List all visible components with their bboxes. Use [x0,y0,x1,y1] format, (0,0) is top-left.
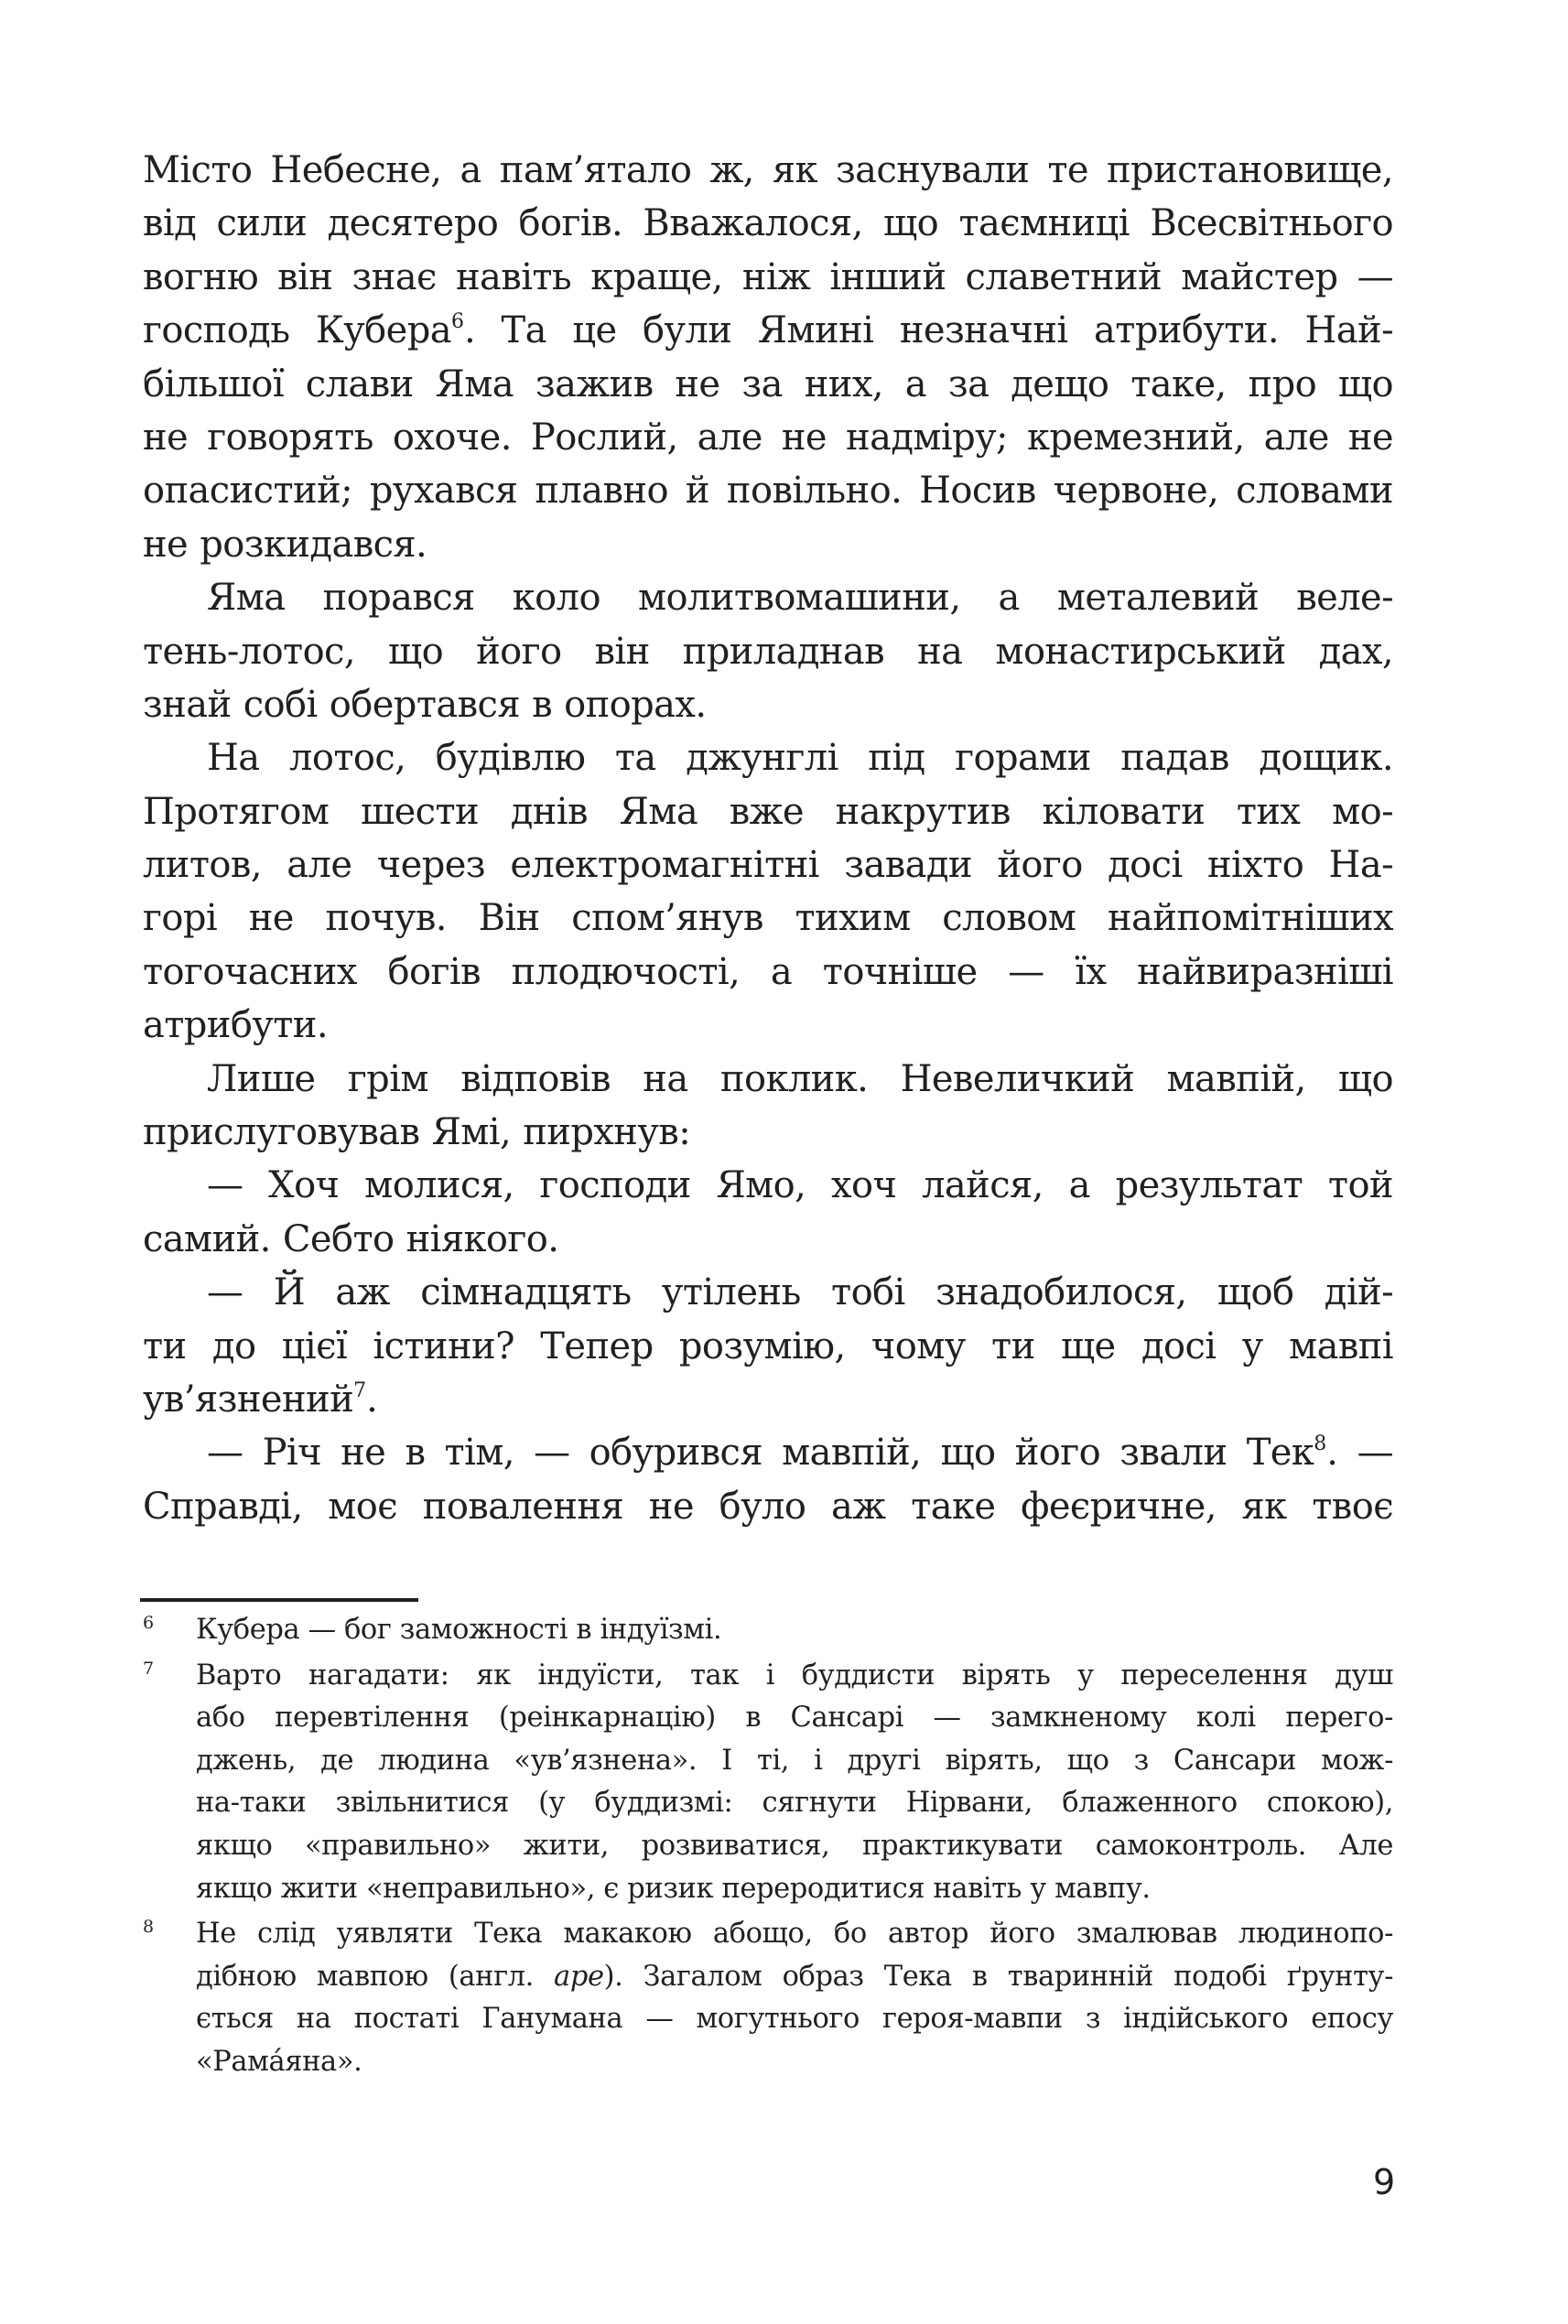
text-line [143,1373,1393,1426]
footnote-line: Варто нагадати: як індуїсти, так і буддисти вірять у переселення душ [196,1659,1393,1692]
dialogue-line: — Й аж сімнадцять утілень тобі знадобилося, щоб дій- [207,1271,1393,1314]
footnote-line: джень, де людина «ув’язнена». І ті, і другі вірять, що з Сансари мож- [196,1744,1393,1777]
text-segment: ). Загалом образ Тека в тваринній подобі ґрунту- [603,1960,1393,1993]
paragraph-start: На лотос, будівлю та джунглі під горами падав дощик. [207,737,1393,780]
text-line: не розкидався. [143,523,427,566]
footnote-6 [143,1609,1393,1652]
text-line: вогню він знає навіть краще, ніж інший славетний майстер — [143,255,1393,298]
footnote-line: «Рамáяна». [196,2045,362,2078]
text-line: тогочасних богів плодючості, а точніше — їх найвиразніші [143,950,1393,993]
text-segment: . — [1326,1432,1393,1475]
body-text [143,144,1393,1533]
text-segment: господь Кубера [143,309,451,352]
text-line: Місто Небесне, а пам’ятало ж, як заснували те пристановище, [143,149,1393,191]
page-number: 9 [1373,2162,1396,2202]
footnote-ref-8[interactable]: 8 [1314,1432,1327,1456]
text-line: ти до цієї істини? Тепер розумію, чому ти ще досі у мавпі [143,1324,1393,1367]
footnote-line: Кубера — бог заможності в індуїзмі. [196,1614,722,1646]
text-line: Протягом шести днів Яма вже накрутив кіловати тих мо- [143,790,1393,833]
footnote-ref-6[interactable]: 6 [450,310,464,334]
text-line: самий. Себто ніякого. [143,1217,559,1260]
footnote-number: 8 [143,1917,154,1938]
text-line: більшої слави Яма зажив не за них, а за дещо таке, про що [143,362,1393,405]
text-line: литов, але через електромагнітні завади його досі ніхто На- [143,844,1393,887]
footnote-line: Не слід уявляти Тека макакою абощо, бо автор його змалював людинопо- [196,1918,1393,1951]
text-line: не говорять охоче. Рослий, але не надміру; кремезний, але не [143,416,1393,459]
text-line: прислуговував Ямі, пирхнув: [143,1111,691,1154]
text-segment: — Річ не в тім, — обурився мавпій, що його звали Тек [207,1432,1314,1475]
text-line: Справді, моє повалення не було аж таке феєричне, як твоє [143,1485,1393,1528]
footnote-line: на-таки звільнитися (у буддизмі: сягнути Нірвани, блаженного спокою), [196,1787,1393,1820]
text-segment: ув’язнений [143,1378,354,1421]
footnote-line [196,1956,1393,1999]
text-segment: дібною мавпою (англ. [196,1960,555,1993]
text-segment: . Та це були Ямині незначні атрибути. Най- [463,309,1393,352]
footnote-ref-7[interactable]: 7 [353,1378,367,1402]
text-line: атрибути. [143,1004,328,1047]
footnote-line: або перевтілення (реінкарнацію) в Сансарі — замкненому колі перего- [196,1702,1393,1735]
italic-term: ape [554,1960,604,1993]
footnote-separator [140,1598,418,1602]
footnote-7 [143,1655,1393,1911]
dialogue-line [143,1426,1393,1479]
footnote-8 [143,1913,1393,2083]
footnote-line: якщо «правильно» жити, розвиватися, практикувати самоконтроль. Але [196,1829,1393,1862]
text-line [143,304,1393,357]
text-line: горі не почув. Він спом’янув тихим словом найпомітніших [143,897,1393,940]
footnote-number: 6 [143,1613,154,1633]
text-line: опасистий; рухався плавно й повільно. Носив червоне, словами [143,470,1393,513]
paragraph-start: Лише грім відповів на поклик. Невеличкий мавпій, що [207,1057,1393,1100]
footnotes [143,1609,1393,2087]
footnote-line: ється на постаті Ганумана — могутнього героя-мавпи з індійського епосу [196,2003,1393,2036]
text-line: тень-лотос, що його він приладнав на монастирський дах, [143,630,1393,673]
text-line: від сили десятеро богів. Вважалося, що таємниці Всесвітнього [143,202,1393,245]
text-segment: . [366,1378,378,1421]
dialogue-line: — Хоч молися, господи Ямо, хоч лайся, а результат той [207,1164,1393,1207]
text-line: знай собі обертався в опорах. [143,683,707,726]
paragraph-start: Яма порався коло молитвомашини, а металевий веле- [207,577,1393,620]
footnote-line: якщо жити «неправильно», є ризик переродитися навіть у мавпу. [196,1872,1151,1905]
footnote-number: 7 [143,1658,154,1679]
